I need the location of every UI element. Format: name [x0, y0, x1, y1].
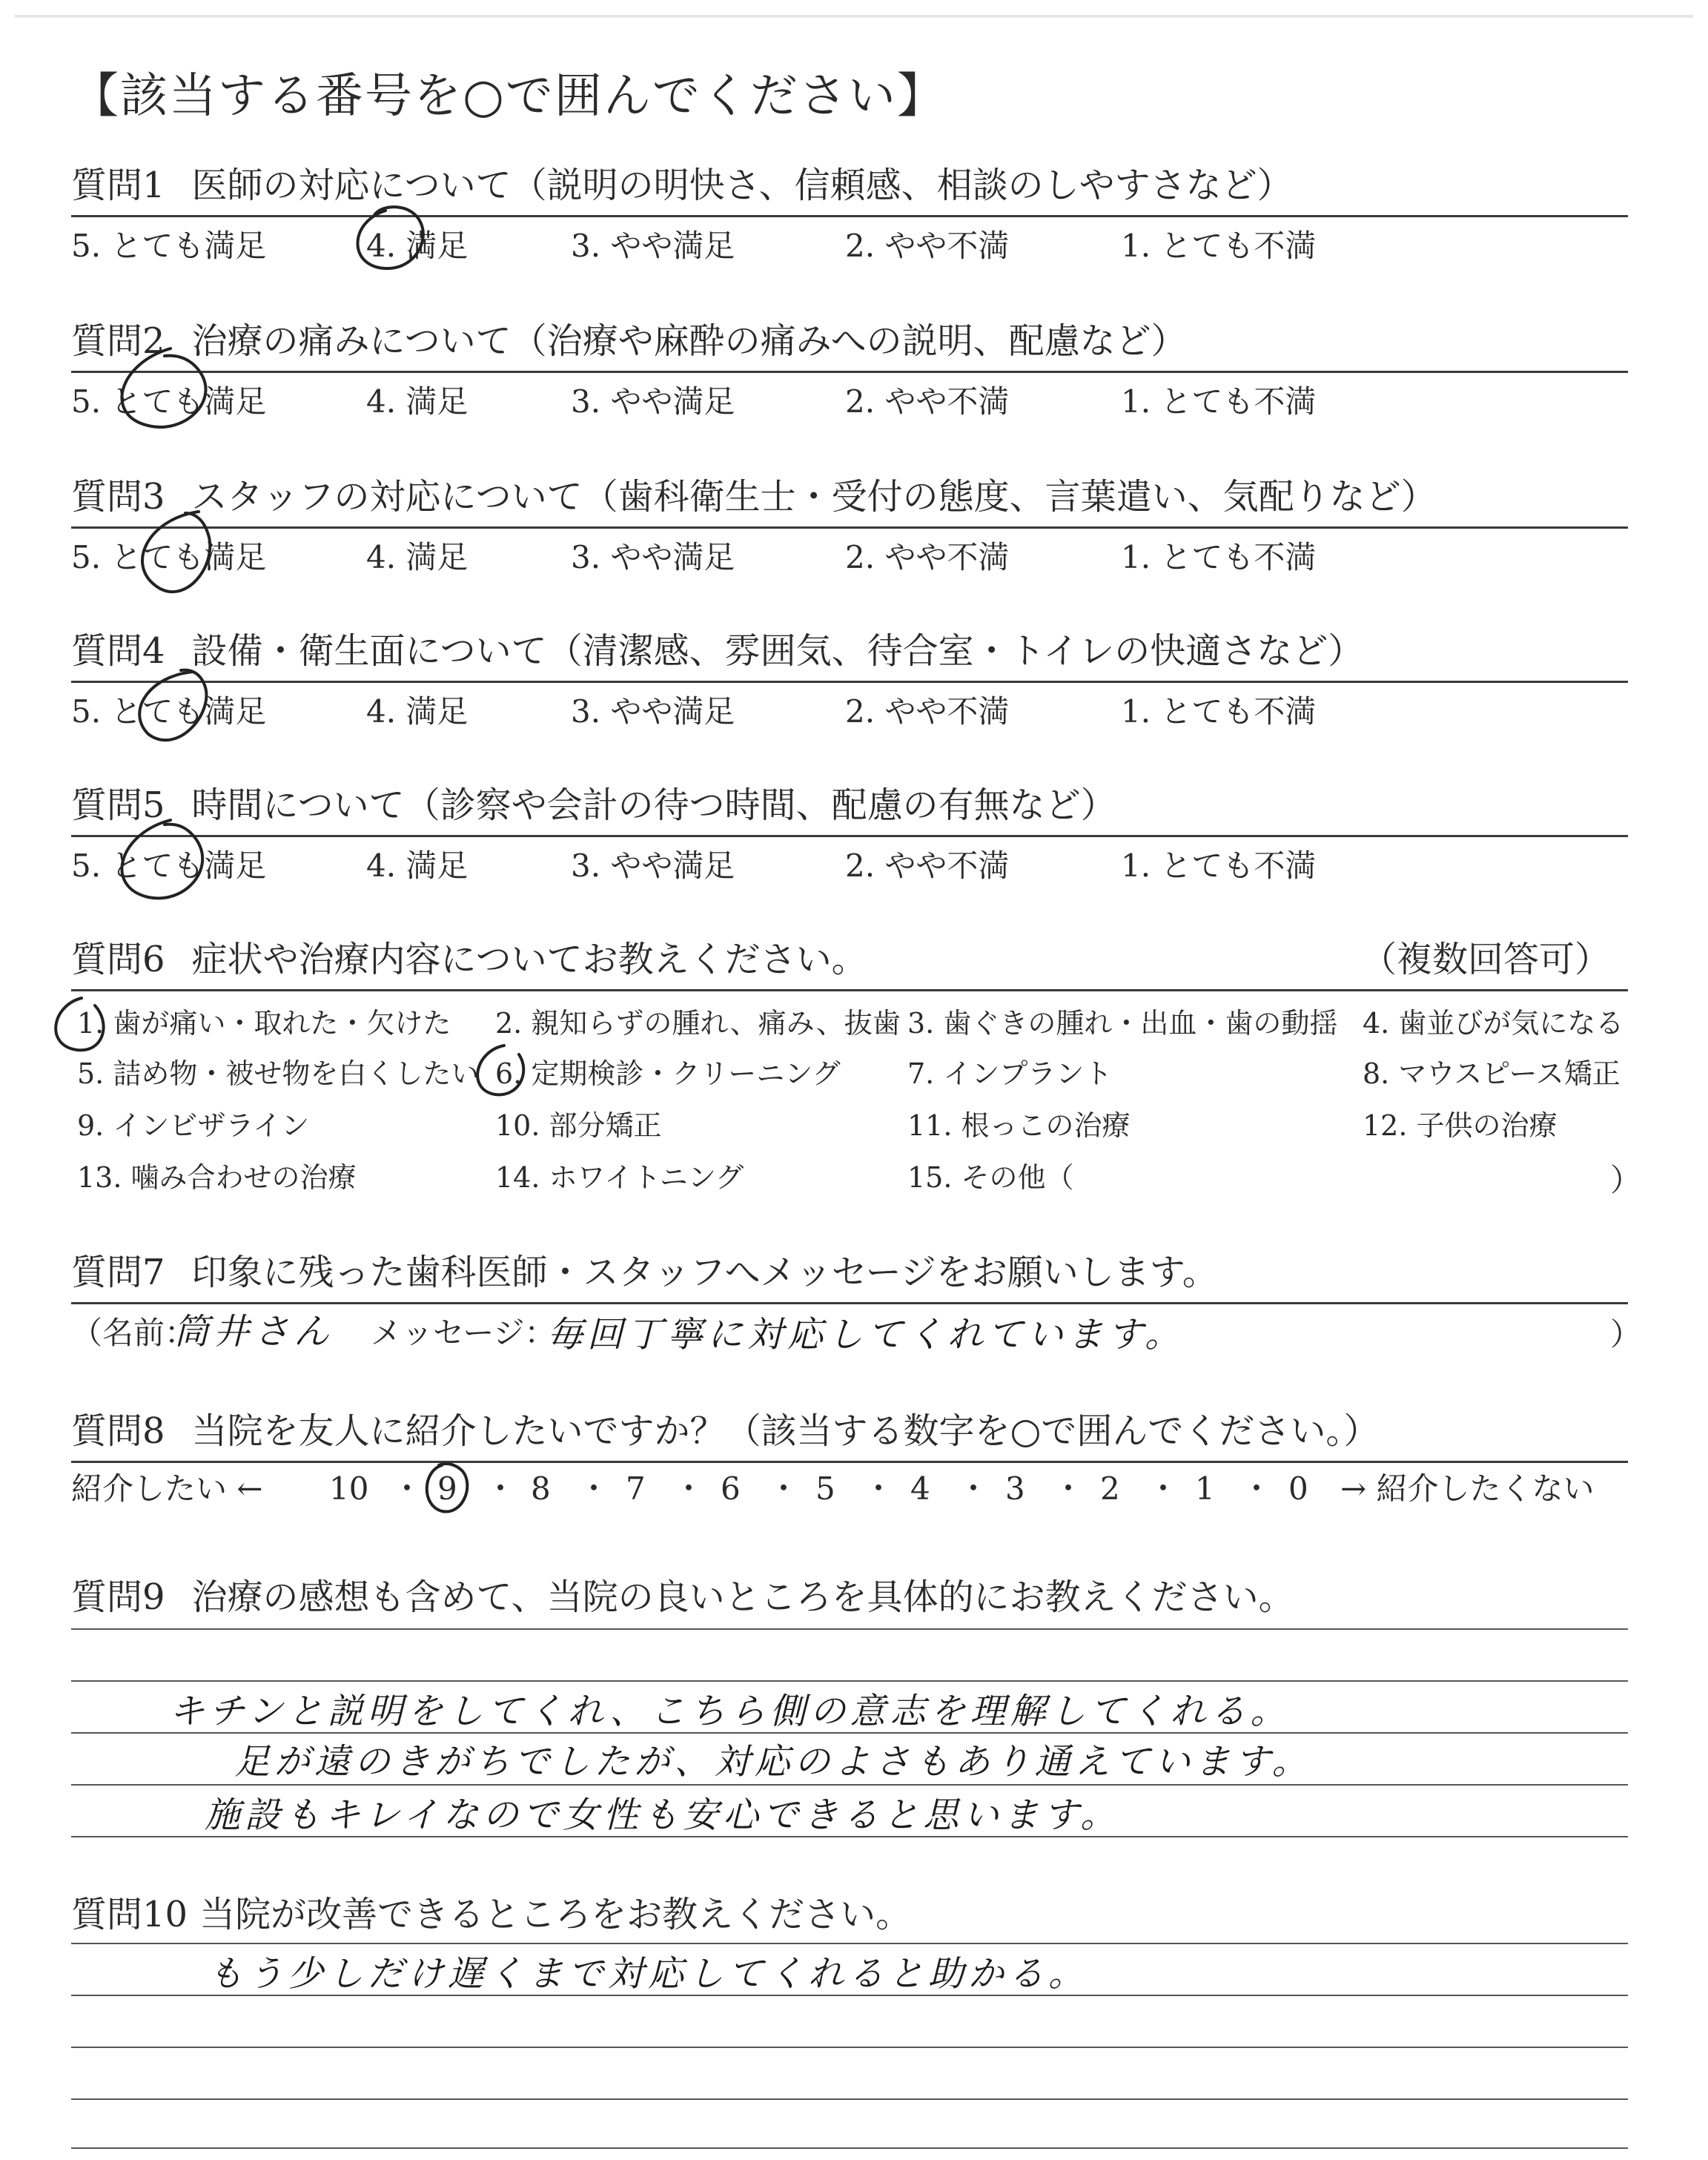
option-2[interactable]: 2. やや不満: [845, 693, 1010, 730]
symptom-option-5[interactable]: 5. 詰め物・被せ物を白くしたい: [77, 1057, 480, 1090]
scale-dot: ・: [768, 1470, 800, 1507]
question-label: 質問3: [71, 476, 165, 518]
option-2[interactable]: 2. やや不満: [845, 228, 1010, 264]
option-1[interactable]: 1. とても不満: [1121, 539, 1317, 575]
option-2[interactable]: 2. やや不満: [845, 383, 1010, 420]
selection-circle: [56, 998, 103, 1050]
option-5[interactable]: 5. とても満足: [71, 848, 267, 884]
name-label: （名前：: [71, 1315, 196, 1351]
question-label: 質問8: [71, 1410, 165, 1452]
question-label: 質問2: [71, 320, 165, 362]
scale-5[interactable]: 5: [815, 1470, 835, 1507]
symptom-option-8[interactable]: 8. マウスピース矯正: [1363, 1057, 1621, 1090]
scale-9[interactable]: 9: [437, 1470, 457, 1507]
scale-dot: ・: [485, 1470, 517, 1507]
question-text: スタッフの対応について（歯科衛生士・受付の態度、言葉遣い、気配りなど）: [191, 476, 1437, 518]
option-2[interactable]: 2. やや不満: [845, 848, 1010, 884]
scale-dot: ・: [391, 1470, 423, 1507]
option-5[interactable]: 5. とても満足: [71, 693, 267, 730]
scale-7[interactable]: 7: [626, 1470, 646, 1507]
good-points-answer-line-1[interactable]: キチンと説明をしてくれ、こちら側の意志を理解してくれる。: [169, 1691, 1291, 1732]
recommend-right-label: → 紹介したくない: [1340, 1470, 1595, 1507]
question-label: 質問5: [71, 785, 165, 826]
symptom-option-1[interactable]: 1. 歯が痛い・取れた・欠けた: [77, 1007, 451, 1040]
option-4[interactable]: 4. 満足: [366, 383, 469, 420]
option-1[interactable]: 1. とても不満: [1121, 693, 1317, 730]
symptom-option-15[interactable]: 15. その他（: [907, 1161, 1074, 1194]
scale-dot: ・: [673, 1470, 705, 1507]
symptom-option-2[interactable]: 2. 親知らずの腫れ、痛み、抜歯: [495, 1007, 901, 1040]
option-3[interactable]: 3. やや満足: [571, 539, 735, 575]
improvement-answer-line-1[interactable]: もう少しだけ遅くまで対応してくれると助かる。: [208, 1953, 1089, 1995]
question-text: 設備・衛生面について（清潔感、雰囲気、待合室・トイレの快適さなど）: [191, 630, 1364, 672]
scale-dot: ・: [1148, 1470, 1179, 1507]
scale-6[interactable]: 6: [721, 1470, 741, 1507]
option-4[interactable]: 4. 満足: [366, 228, 469, 264]
question-label: 質問4: [71, 630, 165, 672]
option-5[interactable]: 5. とても満足: [71, 539, 267, 575]
selection-circle: [139, 670, 206, 741]
scale-dot: ・: [958, 1470, 990, 1507]
scale-0[interactable]: 0: [1288, 1470, 1308, 1507]
other-close-paren: ）: [1610, 1162, 1642, 1198]
option-3[interactable]: 3. やや満足: [571, 383, 735, 420]
question-label: 質問7: [71, 1252, 165, 1293]
message-close-paren: ）: [1610, 1316, 1642, 1353]
option-3[interactable]: 3. やや満足: [571, 848, 735, 884]
symptom-option-10[interactable]: 10. 部分矯正: [495, 1109, 662, 1142]
option-4[interactable]: 4. 満足: [366, 539, 469, 575]
selection-circle: [477, 1046, 523, 1094]
question-text: 症状や治療内容についてお教えください。: [191, 939, 867, 980]
question-text: 印象に残った歯科医師・スタッフへメッセージをお願いします。: [191, 1252, 1218, 1293]
selection-circle: [142, 512, 210, 592]
selection-circle: [122, 820, 202, 898]
option-1[interactable]: 1. とても不満: [1121, 848, 1317, 884]
good-points-answer-line-2[interactable]: 足が遠のきがちでしたが、対応のよさもあり通えています。: [234, 1741, 1312, 1783]
question-label: 質問6: [71, 939, 165, 980]
multiple-answer-note: （複数回答可）: [1361, 939, 1611, 980]
question-text: 治療の痛みについて（治療や麻酔の痛みへの説明、配慮など）: [191, 320, 1187, 362]
scale-10[interactable]: 10: [329, 1470, 369, 1507]
selection-circle: [358, 207, 423, 268]
staff-message-answer[interactable]: 毎回丁寧に対応してくれています。: [547, 1314, 1185, 1355]
scale-dot: ・: [1241, 1470, 1273, 1507]
question-label: 質問1: [71, 165, 165, 206]
form-title: 【該当する番号を○で囲んでください】: [71, 69, 946, 124]
option-3[interactable]: 3. やや満足: [571, 693, 735, 730]
scale-2[interactable]: 2: [1100, 1470, 1120, 1507]
question-label: 質問9: [71, 1576, 165, 1618]
scale-8[interactable]: 8: [531, 1470, 551, 1507]
scale-4[interactable]: 4: [910, 1470, 930, 1507]
option-2[interactable]: 2. やや不満: [845, 539, 1010, 575]
symptom-option-9[interactable]: 9. インビザライン: [77, 1109, 310, 1142]
selection-circle: [122, 349, 205, 427]
question-text: 当院を友人に紹介したいですか？（該当する数字を○で囲んでください。）: [191, 1410, 1380, 1452]
scale-dot: ・: [1053, 1470, 1085, 1507]
scale-dot: ・: [578, 1470, 610, 1507]
question-label: 質問10: [71, 1894, 188, 1935]
symptom-option-12[interactable]: 12. 子供の治療: [1363, 1109, 1558, 1142]
message-label: メッセージ：: [371, 1315, 556, 1351]
question-text: 治療の感想も含めて、当院の良いところを具体的にお教えください。: [191, 1576, 1294, 1618]
option-1[interactable]: 1. とても不満: [1121, 383, 1317, 420]
symptom-option-3[interactable]: 3. 歯ぐきの腫れ・出血・歯の動揺: [907, 1007, 1338, 1040]
option-1[interactable]: 1. とても不満: [1121, 228, 1317, 264]
scale-dot: ・: [863, 1470, 895, 1507]
symptom-option-6[interactable]: 6. 定期検診・クリーニング: [495, 1057, 841, 1090]
recommend-left-label: 紹介したい ←: [71, 1470, 263, 1507]
selection-circle: [427, 1464, 468, 1512]
symptom-option-11[interactable]: 11. 根っこの治療: [907, 1109, 1131, 1142]
option-3[interactable]: 3. やや満足: [571, 228, 735, 264]
question-text: 当院が改善できるところをお教えください。: [199, 1894, 912, 1935]
symptom-option-13[interactable]: 13. 噛み合わせの治療: [77, 1161, 357, 1194]
option-5[interactable]: 5. とても満足: [71, 383, 267, 420]
scale-3[interactable]: 3: [1005, 1470, 1025, 1507]
option-5[interactable]: 5. とても満足: [71, 228, 267, 264]
good-points-answer-line-3[interactable]: 施設もキレイなので女性も安心できると思います。: [205, 1794, 1121, 1836]
option-4[interactable]: 4. 満足: [366, 693, 469, 730]
symptom-option-14[interactable]: 14. ホワイトニング: [495, 1161, 744, 1194]
symptom-option-4[interactable]: 4. 歯並びが気になる: [1363, 1007, 1624, 1040]
symptom-option-7[interactable]: 7. インプラント: [907, 1057, 1113, 1090]
staff-name-answer[interactable]: 筒井さん: [173, 1311, 334, 1353]
question-text: 時間について（診察や会計の待つ時間、配慮の有無など）: [191, 785, 1116, 826]
question-text: 医師の対応について（説明の明快さ、信頼感、相談のしやすさなど）: [191, 165, 1293, 206]
option-4[interactable]: 4. 満足: [366, 848, 469, 884]
scale-1[interactable]: 1: [1195, 1470, 1215, 1507]
